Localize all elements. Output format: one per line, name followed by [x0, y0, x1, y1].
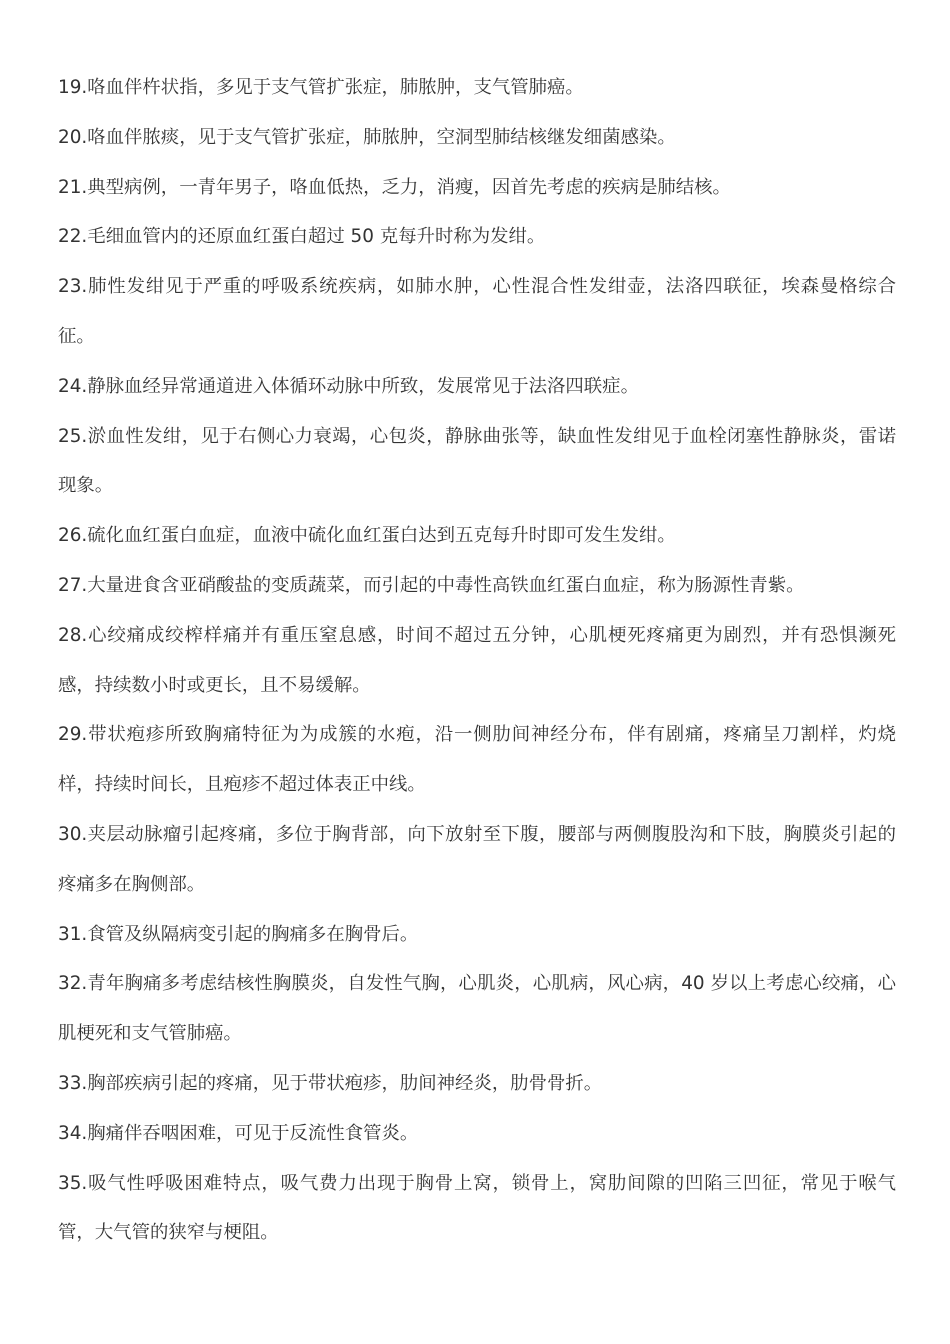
paragraph-26: 26.硫化血红蛋白血症，血液中硫化血红蛋白达到五克每升时即可发生发绀。	[58, 525, 676, 547]
paragraph-23: 23.肺性发绀见于严重的呼吸系统疾病，如肺水肿，心性混合性发绀壶，法洛四联征，埃森曼格综合征。	[58, 276, 896, 347]
paragraph-33: 33.胸部疾病引起的疼痛，见于带状疱疹，肋间神经炎，肋骨骨折。	[58, 1072, 603, 1094]
paragraph-22: 22.毛细血管内的还原血红蛋白超过 50 克每升时称为发绀。	[58, 226, 546, 248]
paragraph-31: 31.食管及纵隔病变引起的胸痛多在胸骨后。	[58, 923, 419, 945]
paragraph-27: 27.大量进食含亚硝酸盐的变质蔬菜，而引起的中毒性高铁血红蛋白血症，称为肠源性青紫。	[58, 574, 805, 596]
paragraph-21: 21.典型病例，一青年男子，咯血低热，乏力，消瘦，因首先考虑的疾病是肺结核。	[58, 176, 731, 198]
paragraph-19: 19.咯血伴杵状指，多见于支气管扩张症，肺脓肿，支气管肺癌。	[58, 77, 584, 98]
paragraph-28: 28.心绞痛成绞榨样痛并有重压窒息感，时间不超过五分钟，心肌梗死疼痛更为剧烈，并有恐惧濒死感，持续数小时或更长，且不易缓解。	[58, 624, 896, 696]
paragraph-25: 25.淤血性发绀，见于右侧心力衰竭，心包炎，静脉曲张等，缺血性发绀见于血栓闭塞性静脉炎，雷诺现象。	[58, 425, 896, 497]
document-page	[58, 63, 896, 1258]
paragraph-32: 32.青年胸痛多考虑结核性胸膜炎，自发性气胸，心肌炎，心肌病，风心病，40 岁以上考虑心绞痛，心肌梗死和支气管肺癌。	[58, 973, 896, 1045]
paragraph-24: 24.静脉血经异常通道进入体循环动脉中所致，发展常见于法洛四联症。	[58, 375, 639, 397]
paragraph-34: 34.胸痛伴吞咽困难，可见于反流性食管炎。	[58, 1122, 419, 1144]
paragraph-20: 20.咯血伴脓痰，见于支气管扩张症，肺脓肿，空洞型肺结核继发细菌感染。	[58, 126, 676, 148]
paragraph-29: 29.带状疱疹所致胸痛特征为为成簇的水疱，沿一侧肋间神经分布，伴有剧痛，疼痛呈刀割样，灼烧样，持续时间长，且疱疹不超过体表正中线。	[58, 724, 896, 796]
paragraph-30: 30.夹层动脉瘤引起疼痛，多位于胸背部，向下放射至下腹，腰部与两侧腹股沟和下肢，胸膜炎引起的疼痛多在胸侧部。	[58, 823, 896, 895]
paragraph-35: 35.吸气性呼吸困难特点，吸气费力出现于胸骨上窝，锁骨上，窝肋间隙的凹陷三凹征，常见于喉气管，大气管的狭窄与梗阻。	[58, 1172, 896, 1244]
